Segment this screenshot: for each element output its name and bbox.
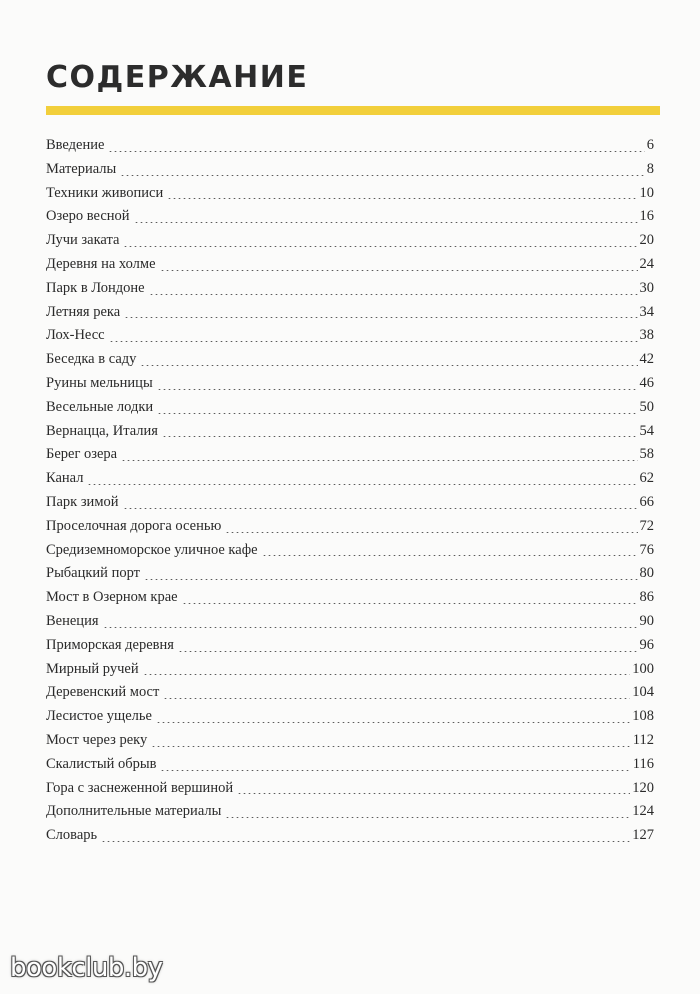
toc-entry xyxy=(46,491,654,515)
toc-entry-page: 42 xyxy=(639,351,654,368)
dot-leader xyxy=(182,603,638,604)
toc-entry-title: Проселочная дорога осенью xyxy=(46,517,222,534)
toc-entry-page: 38 xyxy=(639,327,654,344)
toc-entry-page: 34 xyxy=(639,303,654,320)
toc-entry-title: Вернацца, Италия xyxy=(46,422,158,439)
toc-entry-title: Берег озера xyxy=(46,446,118,463)
toc-entry-page: 46 xyxy=(639,374,654,391)
dot-leader xyxy=(162,436,638,437)
toc-entry-page: 76 xyxy=(639,541,654,558)
toc-entry-title: Мирный ручей xyxy=(46,660,139,677)
dot-leader xyxy=(160,770,630,771)
toc-entry-page: 108 xyxy=(632,708,654,725)
toc-entry-title: Скалистый обрыв xyxy=(46,755,157,772)
toc-entry-page: 24 xyxy=(639,255,654,272)
toc-entry xyxy=(46,182,654,206)
toc-entry-page: 116 xyxy=(632,755,654,772)
toc-entry-page: 10 xyxy=(639,184,654,201)
toc-entry-title: Средиземноморское уличное кафе xyxy=(46,541,258,558)
dot-leader xyxy=(163,698,630,699)
dot-leader xyxy=(101,841,630,842)
dot-leader xyxy=(103,627,638,628)
toc-entry-page: 50 xyxy=(639,398,654,415)
toc-entry xyxy=(46,515,654,539)
dot-leader xyxy=(157,389,638,390)
toc-entry xyxy=(46,229,654,253)
toc-entry-title: Словарь xyxy=(46,827,98,844)
toc-entry-title: Лесистое ущелье xyxy=(46,708,152,725)
toc-entry xyxy=(46,824,654,848)
dot-leader xyxy=(151,746,631,747)
dot-leader xyxy=(109,341,638,342)
toc-entry-page: 90 xyxy=(639,612,654,629)
dot-leader xyxy=(157,413,637,414)
dot-leader xyxy=(149,294,638,295)
toc-entry-title: Деревенский мост xyxy=(46,684,160,701)
toc-entry xyxy=(46,277,654,301)
toc-entry xyxy=(46,729,654,753)
toc-entry xyxy=(46,705,654,729)
dot-leader xyxy=(124,317,637,318)
toc-entry-title: Парк в Лондоне xyxy=(46,279,145,296)
toc-entry-page: 54 xyxy=(639,422,654,439)
toc-entry-title: Гора с заснеженной вершиной xyxy=(46,779,234,796)
toc-entry xyxy=(46,777,654,801)
toc-entry xyxy=(46,467,654,491)
toc-entry xyxy=(46,134,654,158)
dot-leader xyxy=(225,817,630,818)
dot-leader xyxy=(120,175,644,176)
table-of-contents xyxy=(46,134,654,848)
dot-leader xyxy=(123,508,638,509)
toc-entry-title: Руины мельницы xyxy=(46,374,153,391)
dot-leader xyxy=(134,222,638,223)
watermark: bookclub.by xyxy=(10,953,163,983)
dot-leader xyxy=(108,151,644,152)
toc-entry-title: Мост через реку xyxy=(46,731,148,748)
dot-leader xyxy=(225,532,637,533)
dot-leader xyxy=(178,651,638,652)
toc-entry-page: 120 xyxy=(632,779,654,796)
toc-entry-title: Парк зимой xyxy=(46,493,119,510)
dot-leader xyxy=(144,579,638,580)
toc-entry-page: 16 xyxy=(639,208,654,225)
dot-leader xyxy=(87,484,637,485)
toc-entry-title: Лох-Несс xyxy=(46,327,105,344)
dot-leader xyxy=(167,198,637,199)
toc-entry xyxy=(46,800,654,824)
toc-entry-title: Лучи заката xyxy=(46,232,120,249)
toc-entry-page: 66 xyxy=(639,493,654,510)
toc-entry xyxy=(46,586,654,610)
dot-leader xyxy=(160,270,638,271)
toc-entry-page: 104 xyxy=(632,684,654,701)
toc-entry xyxy=(46,348,654,372)
toc-entry xyxy=(46,205,654,229)
toc-entry xyxy=(46,420,654,444)
toc-entry-title: Озеро весной xyxy=(46,208,130,225)
toc-entry xyxy=(46,372,654,396)
toc-entry xyxy=(46,539,654,563)
toc-entry xyxy=(46,610,654,634)
page-title: СОДЕРЖАНИЕ xyxy=(46,60,309,95)
toc-entry-page: 100 xyxy=(632,660,654,677)
toc-entry xyxy=(46,562,654,586)
toc-entry xyxy=(46,658,654,682)
toc-entry-title: Канал xyxy=(46,470,84,487)
dot-leader xyxy=(262,555,638,556)
toc-entry-title: Рыбацкий порт xyxy=(46,565,140,582)
toc-entry-page: 62 xyxy=(639,470,654,487)
toc-entry-page: 30 xyxy=(639,279,654,296)
toc-entry-page: 96 xyxy=(639,636,654,653)
toc-entry-page: 80 xyxy=(639,565,654,582)
toc-entry-title: Деревня на холме xyxy=(46,255,156,272)
dot-leader xyxy=(143,674,631,675)
toc-entry xyxy=(46,253,654,277)
toc-entry xyxy=(46,396,654,420)
toc-entry-title: Беседка в саду xyxy=(46,351,137,368)
toc-entry xyxy=(46,681,654,705)
toc-entry xyxy=(46,324,654,348)
toc-entry xyxy=(46,753,654,777)
toc-entry-title: Техники живописи xyxy=(46,184,164,201)
toc-entry-page: 72 xyxy=(639,517,654,534)
dot-leader xyxy=(156,722,630,723)
toc-entry-title: Летняя река xyxy=(46,303,121,320)
dot-leader xyxy=(237,793,630,794)
dot-leader xyxy=(140,365,637,366)
toc-entry-title: Введение xyxy=(46,137,105,153)
toc-entry-page: 58 xyxy=(639,446,654,463)
toc-entry-title: Венеция xyxy=(46,612,99,629)
toc-entry-page: 86 xyxy=(639,589,654,606)
dot-leader xyxy=(121,460,637,461)
toc-entry-title: Дополнительные материалы xyxy=(46,803,222,820)
title-accent-bar xyxy=(46,106,660,115)
toc-entry-page: 8 xyxy=(646,160,654,177)
toc-entry-page: 6 xyxy=(646,137,654,153)
toc-entry-title: Приморская деревня xyxy=(46,636,174,653)
dot-leader xyxy=(123,246,637,247)
toc-entry xyxy=(46,634,654,658)
toc-entry-page: 127 xyxy=(632,827,654,844)
toc-entry-page: 112 xyxy=(632,731,654,748)
toc-entry xyxy=(46,301,654,325)
toc-entry-title: Мост в Озерном крае xyxy=(46,589,178,606)
toc-entry-title: Весельные лодки xyxy=(46,398,154,415)
toc-entry xyxy=(46,443,654,467)
toc-entry-title: Материалы xyxy=(46,160,117,177)
toc-entry-page: 20 xyxy=(639,232,654,249)
toc-entry-page: 124 xyxy=(632,803,654,820)
toc-entry xyxy=(46,158,654,182)
